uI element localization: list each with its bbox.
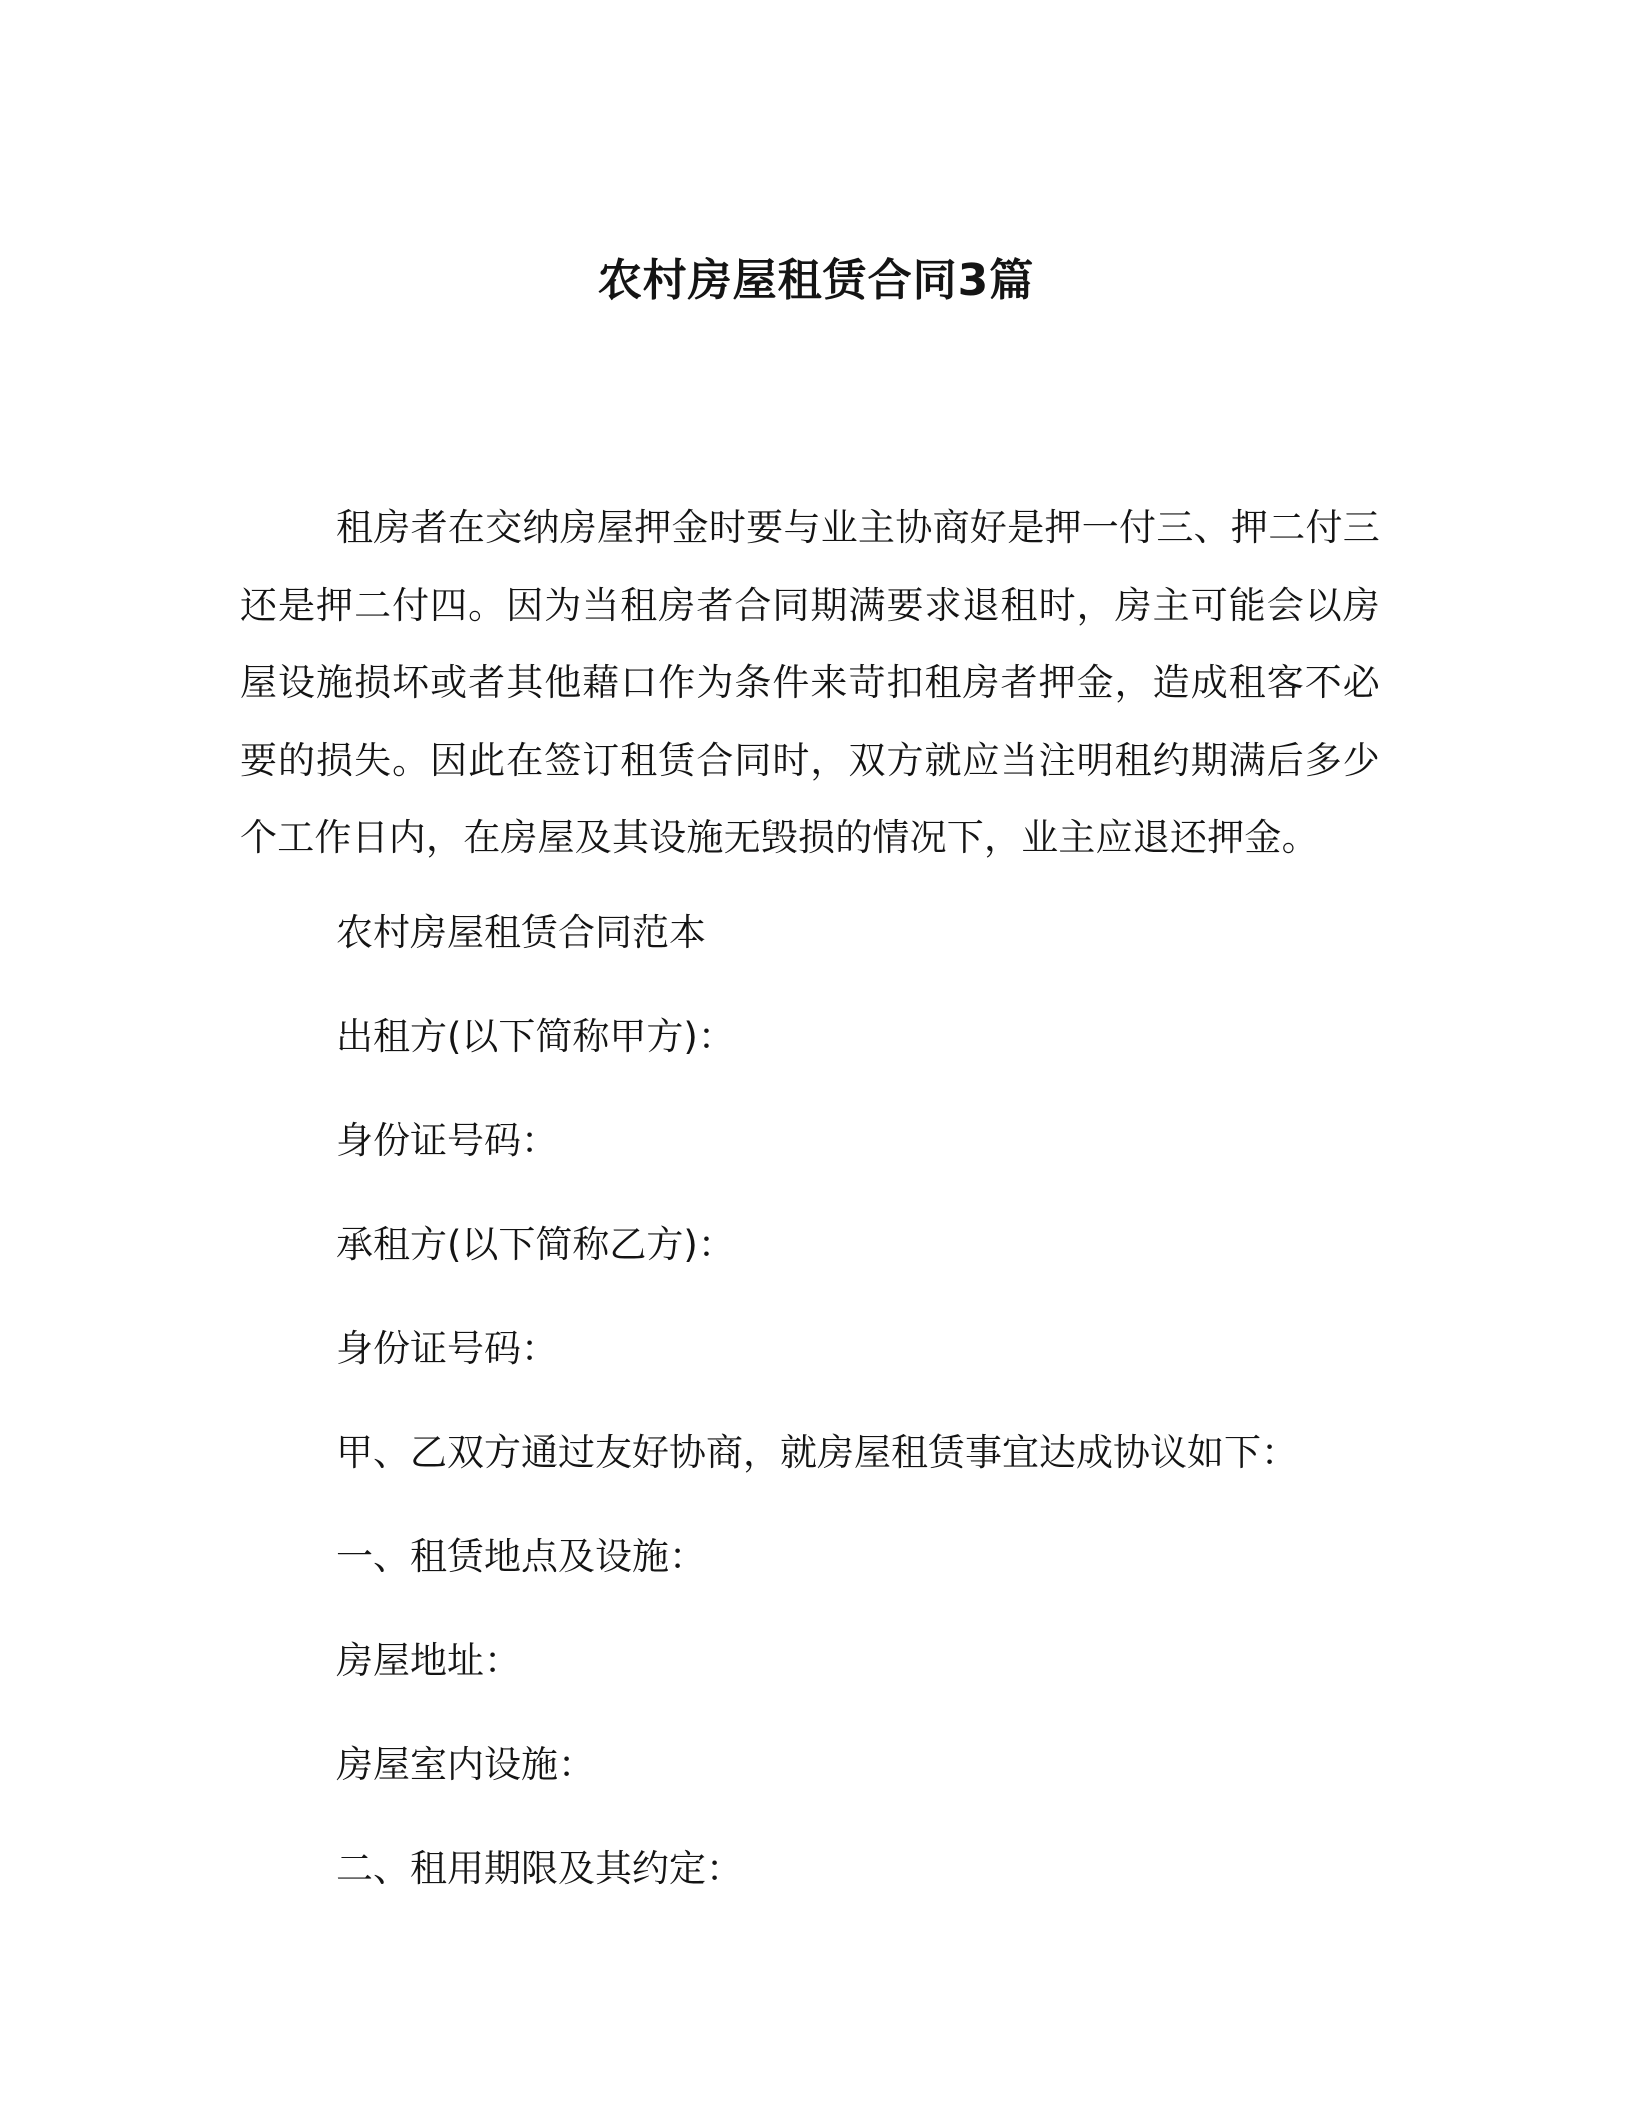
contract-template-heading: 农村房屋租赁合同范本 xyxy=(336,911,706,954)
intro-paragraph: 租房者在交纳房屋押金时要与业主协商好是押一付三、押二付三还是押二付四。因为当租房者合同期满要求退租时，房主可能会以房屋设施损坏或者其他藉口作为条件来苛扣租房者押金，造成租客不必要的损失。因此在签订租赁合同时，双方就应当注明租约期满后多少个工作日内，在房屋及其设施无毁损的情况下，业主应退还押金。 xyxy=(240,506,1380,859)
lessor-field: 出租方(以下简称甲方)： xyxy=(336,1015,735,1058)
agreement-statement: 甲、乙双方通过友好协商，就房屋租赁事宜达成协议如下： xyxy=(336,1431,1298,1474)
lessee-id-number-field: 身份证号码： xyxy=(336,1327,558,1370)
document-title: 农村房屋租赁合同3篇 xyxy=(597,255,1035,307)
section-2-heading: 二、租用期限及其约定： xyxy=(336,1847,743,1890)
house-address-field: 房屋地址： xyxy=(336,1639,521,1682)
indoor-facilities-field: 房屋室内设施： xyxy=(336,1743,595,1786)
lessee-field: 承租方(以下简称乙方)： xyxy=(336,1223,735,1266)
section-1-heading: 一、租赁地点及设施： xyxy=(336,1535,706,1578)
lessor-id-number-field: 身份证号码： xyxy=(336,1119,558,1162)
